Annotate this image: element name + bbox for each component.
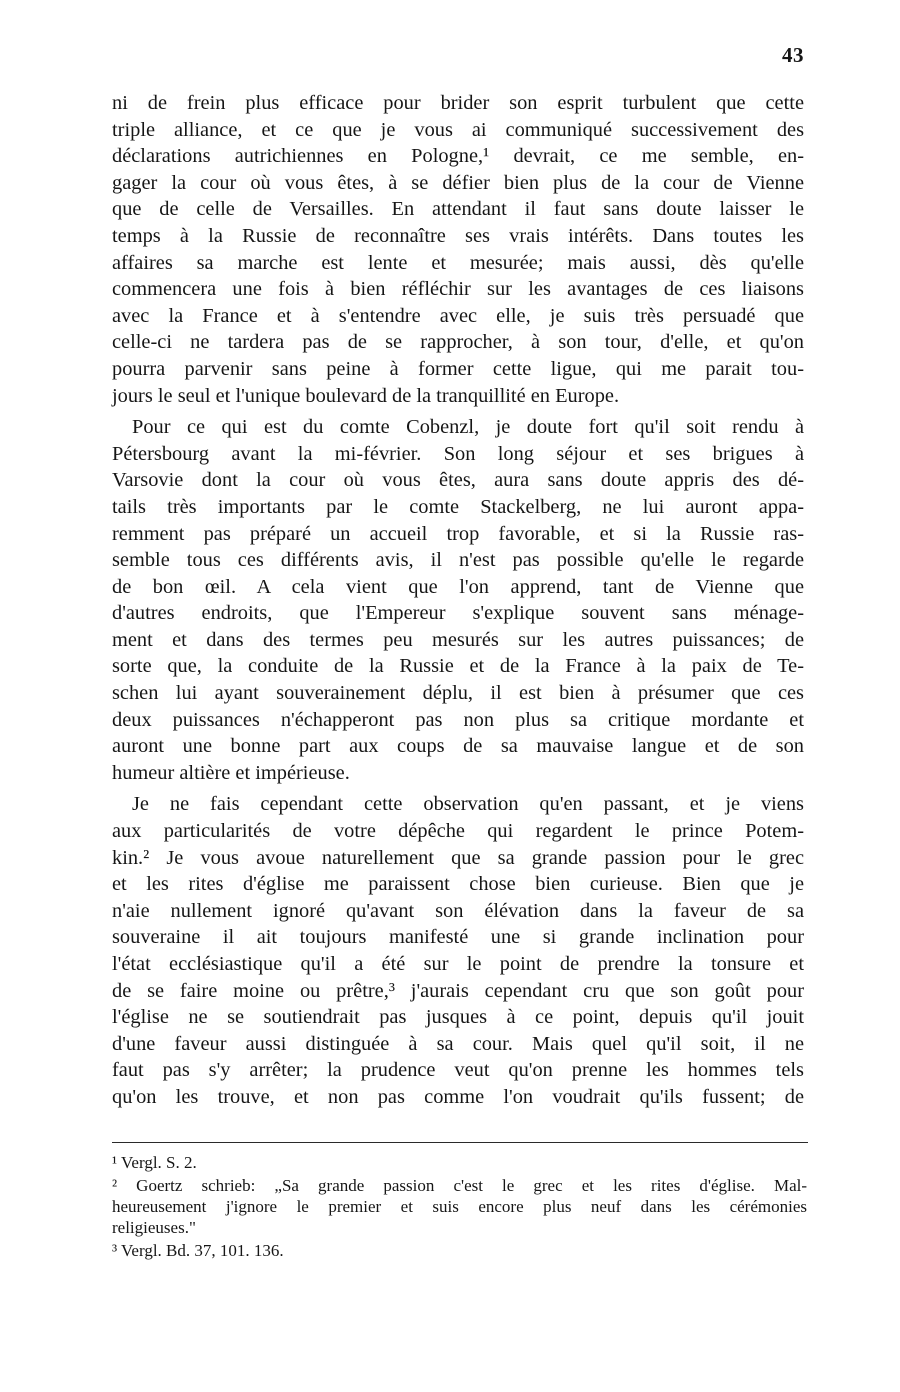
text-line: remment pas préparé un accueil trop favorable, et si la Russie ras- xyxy=(112,522,804,545)
text-line: jours le seul et l'unique boulevard de la tranquillité en Europe. xyxy=(112,384,620,407)
footnote-line: ¹ Vergl. S. 2. xyxy=(112,1153,197,1172)
text-line: pourra parvenir sans peine à former cette ligue, qui me parait tou- xyxy=(112,357,804,380)
paragraph xyxy=(112,791,804,1110)
footnote-line: ³ Vergl. Bd. 37, 101. 136. xyxy=(112,1241,284,1260)
text-line: déclarations autrichiennes en Pologne,¹ devrait, ce me semble, en- xyxy=(112,145,804,168)
text-line: affaires sa marche est lente et mesurée; mais aussi, dès qu'elle xyxy=(112,251,804,274)
text-line: ment et dans des termes peu mesurés sur les autres puissances; de xyxy=(112,628,804,651)
body-text xyxy=(112,90,804,1111)
footnote-line: religieuses." xyxy=(112,1218,196,1237)
text-line: temps à la Russie de reconnaître ses vrais intérêts. Dans toutes les xyxy=(112,224,804,247)
text-line: schen lui ayant souverainement déplu, il est bien à présumer que ces xyxy=(112,682,804,705)
footnote-line: ² Goertz schrieb: „Sa grande passion c'est le grec et les rites d'église. Mal- xyxy=(112,1176,807,1195)
text-line: humeur altière et impérieuse. xyxy=(112,761,350,784)
footnote xyxy=(112,1152,807,1173)
text-line: qu'on les trouve, et non pas comme l'on voudrait qu'ils fussent; de xyxy=(112,1085,804,1108)
text-line: et les rites d'église me paraissent chose bien curieuse. Bien que je xyxy=(112,873,804,896)
text-line: Pour ce qui est du comte Cobenzl, je doute fort qu'il soit rendu à xyxy=(132,416,804,439)
text-line: l'état ecclésiastique qu'il a été sur le point de prendre la tonsure et xyxy=(112,953,804,975)
text-line: sorte que, la conduite de la Russie et de la France à la paix de Te- xyxy=(112,655,804,678)
text-line: de bon œil. A cela vient que l'on apprend, tant de Vienne que xyxy=(112,575,804,598)
text-line: l'église ne se soutiendrait pas jusques à ce point, depuis qu'il jouit xyxy=(112,1006,804,1029)
text-line: deux puissances n'échapperont pas non plus sa critique mordante et xyxy=(112,708,804,731)
text-line: tails très importants par le comte Stackelberg, ne lui auront appa- xyxy=(112,495,804,518)
text-line: d'autres endroits, que l'Empereur s'explique souvent sans ménage- xyxy=(112,602,804,625)
text-line: Pétersbourg avant la mi-février. Son long séjour et ses brigues à xyxy=(112,442,804,465)
text-line: Varsovie dont la cour où vous êtes, aura sans doute appris des dé- xyxy=(112,469,804,492)
text-line: souveraine il ait toujours manifesté une si grande inclination pour xyxy=(112,926,804,949)
footnote-separator xyxy=(112,1142,808,1143)
text-line: Je ne fais cependant cette observation qu'en passant, et je viens xyxy=(132,793,804,816)
footnote xyxy=(112,1175,807,1238)
text-line: aux particularités de votre dépêche qui regardent le prince Potem- xyxy=(112,820,804,843)
text-line: triple alliance, et ce que je vous ai communiqué successivement des xyxy=(112,118,804,141)
footnote xyxy=(112,1240,807,1261)
text-line: kin.² Je vous avoue naturellement que sa grande passion pour le grec xyxy=(112,846,804,869)
text-line: n'aie nullement ignoré qu'avant son élévation dans la faveur de sa xyxy=(112,899,804,922)
page-number: 43 xyxy=(782,43,804,67)
text-line: que de celle de Versailles. En attendant il faut sans doute laisser le xyxy=(112,198,804,221)
text-line: faut pas s'y arrêter; la prudence veut qu'on prenne les hommes tels xyxy=(112,1059,804,1082)
footnote-line: heureusement j'ignore le premier et suis encore plus neuf dans les cérémonies xyxy=(112,1197,807,1216)
text-line: auront une bonne part aux coups de sa mauvaise langue et de son xyxy=(112,735,804,758)
paragraph xyxy=(112,414,804,786)
text-line: de se faire moine ou prêtre,³ j'aurais cependant cru que son goût pour xyxy=(112,979,804,1002)
footnotes xyxy=(112,1152,807,1261)
text-line: celle-ci ne tardera pas de se rapprocher, à son tour, d'elle, et qu'on xyxy=(112,331,804,354)
text-line: semble tous ces différents avis, il n'est pas possible qu'elle le regarde xyxy=(112,549,804,572)
text-line: d'une faveur aussi distinguée à sa cour. Mais quel qu'il soit, il ne xyxy=(112,1032,804,1055)
text-line: gager la cour où vous êtes, à se défier bien plus de la cour de Vienne xyxy=(112,171,804,194)
text-line: avec la France et à s'entendre avec elle, je suis très persuadé que xyxy=(112,304,804,327)
text-line: ni de frein plus efficace pour brider son esprit turbulent que cette xyxy=(112,92,804,114)
paragraph xyxy=(112,90,804,409)
text-line: commencera une fois à bien réfléchir sur les avantages de ces liaisons xyxy=(112,278,804,301)
